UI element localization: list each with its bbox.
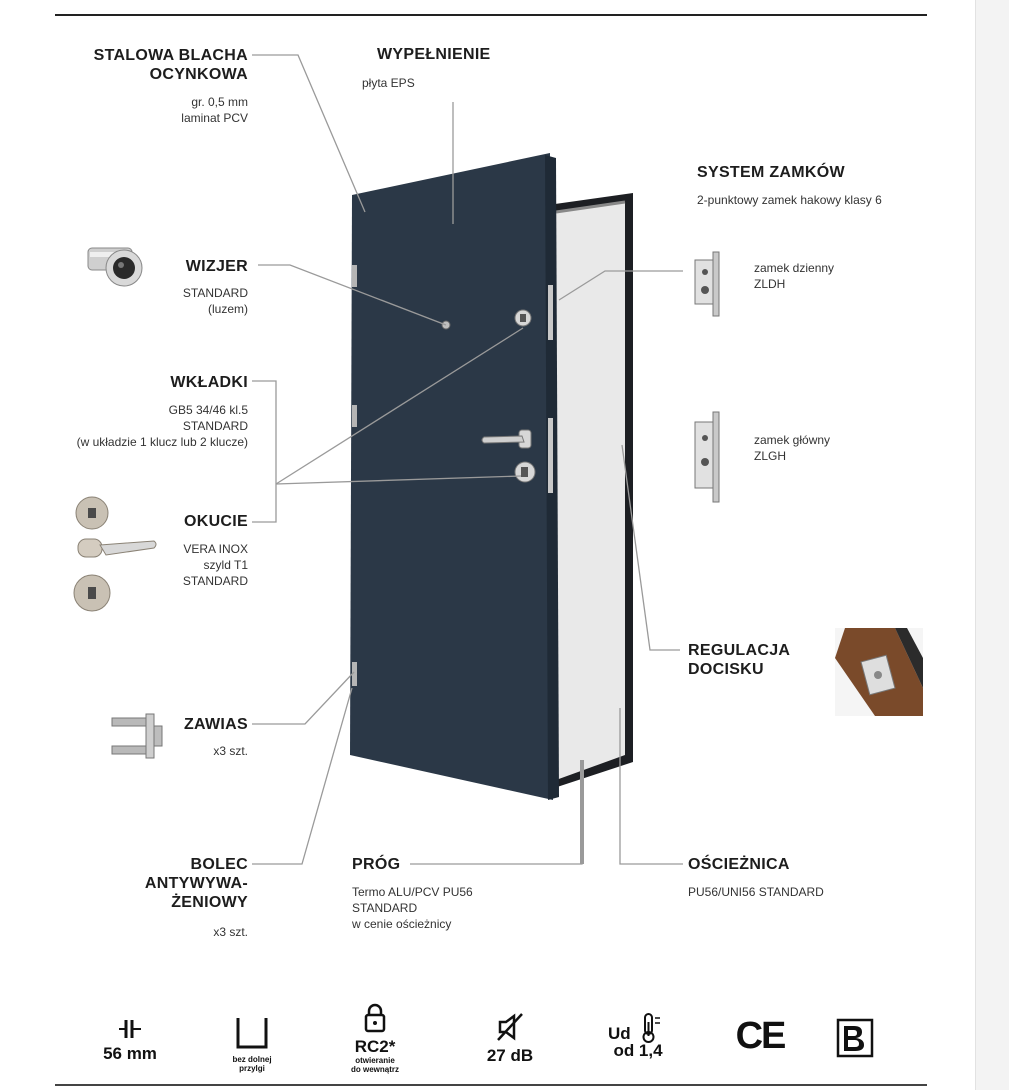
label-oscieznica-title: OŚCIEŻNICA — [688, 856, 790, 873]
label-okucie-title: OKUCIE — [183, 513, 248, 530]
spec-rc2-value: RC2* — [354, 1037, 396, 1056]
threshold-icon — [235, 1016, 269, 1050]
leader-zawias — [252, 672, 354, 724]
label-zamek-dzienny: zamek dzienny ZLDH — [754, 261, 835, 291]
spec-sound-value: 27 dB — [486, 1046, 534, 1065]
label-okucie-details: VERA INOX szyld T1 STANDARD — [182, 542, 248, 588]
handle-lever — [482, 436, 524, 443]
spec-thickness-value: 56 mm — [103, 1044, 157, 1063]
sound-muted-icon — [495, 1012, 525, 1042]
hinge — [352, 405, 357, 427]
spec-ud — [598, 1012, 678, 1060]
pressure-adjust-icon — [835, 628, 923, 716]
spec-rc2-note2: do wewnątrz — [350, 1065, 399, 1074]
label-wypelnienie-details: płyta EPS — [362, 76, 415, 90]
leader-bolec — [252, 688, 352, 864]
spec-ud-label: Ud — [608, 1024, 631, 1043]
spec-sound — [470, 1012, 550, 1065]
ce-mark: CE — [735, 1015, 785, 1057]
spec-rc2 — [335, 1003, 415, 1074]
label-zawias-title: ZAWIAS — [183, 716, 248, 733]
label-oscieznica-details: PU56/UNI56 STANDARD — [688, 885, 824, 899]
hinge — [352, 265, 357, 287]
label-zamek-glowny: zamek główny ZLGH — [754, 433, 831, 463]
certification-logo-icon — [836, 1018, 874, 1058]
day-lock-strip — [548, 285, 553, 340]
side-panel — [975, 0, 1009, 1090]
thickness-icon — [117, 1018, 143, 1040]
spec-ce — [720, 1016, 800, 1056]
spec-threshold — [212, 1016, 292, 1073]
label-bolec-details: x3 szt. — [213, 925, 248, 939]
spec-ud-value: od 1,4 — [613, 1041, 663, 1060]
spec-thickness — [90, 1018, 170, 1063]
main-lock-icon — [693, 410, 725, 504]
label-wkladki-title: WKŁADKI — [170, 374, 248, 391]
label-prog-details: Termo ALU/PCV PU56 STANDARD w cenie ościeżnicy — [352, 885, 473, 931]
label-zawias-details: x3 szt. — [213, 744, 248, 758]
day-lock-icon — [693, 250, 725, 318]
handle-set-icon — [62, 495, 162, 623]
main-lock-strip — [548, 418, 553, 493]
label-stalowa-title: STALOWA BLACHA OCYNKOWA — [93, 47, 248, 83]
label-wypelnienie-title: WYPEŁNIENIE — [377, 46, 491, 63]
label-bolec-title: BOLEC ANTYWYWA- ŻENIOWY — [144, 856, 248, 911]
label-system-details: 2-punktowy zamek hakowy klasy 6 — [697, 193, 882, 207]
label-prog-title: PRÓG — [352, 856, 401, 873]
bottom-divider — [55, 1084, 927, 1086]
spec-threshold-line1: bez dolnej — [232, 1055, 272, 1064]
spec-rc2-note1: otwieranie — [355, 1056, 395, 1065]
label-stalowa-details: gr. 0,5 mm laminat PCV — [181, 95, 248, 125]
label-wkladki-details: GB5 34/46 kl.5 STANDARD (w układzie 1 klucz lub 2 klucze) — [76, 403, 248, 449]
label-wizjer-title: WIZJER — [185, 258, 248, 275]
hinge-icon — [108, 712, 164, 760]
peephole-icon — [84, 236, 148, 294]
door-opening — [556, 202, 625, 780]
leader-stalowa — [252, 55, 365, 212]
label-wizjer-details: STANDARD (luzem) — [182, 286, 248, 316]
leader-wkladki — [252, 381, 276, 522]
spec-threshold-line2: przylgi — [239, 1064, 265, 1073]
label-system-title: SYSTEM ZAMKÓW — [697, 164, 845, 181]
label-regulacja-title: REGULACJA DOCISKU — [688, 642, 791, 678]
padlock-icon — [363, 1003, 387, 1033]
thermometer-icon — [640, 1012, 662, 1044]
